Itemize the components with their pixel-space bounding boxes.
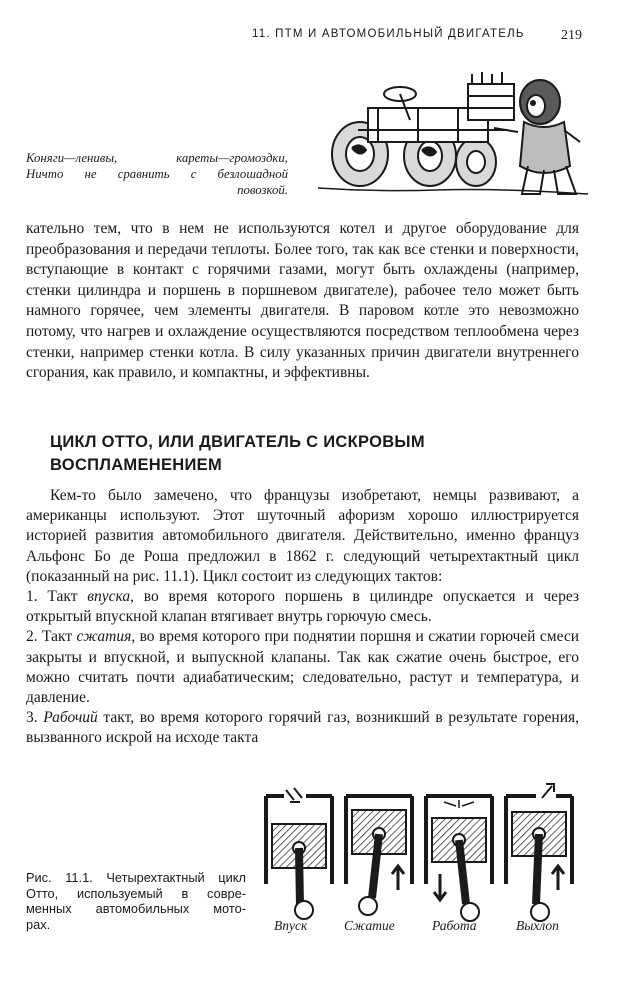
running-header [252, 28, 582, 44]
body-paragraph-continuation: кательно тем, что в нем не используются котел и другое оборудование для преобразования и передачи теплоты. Более того, так как все стенки и поверхности, вступающие в контакт с горячими газами, могут быть охлаждены (например, стенки цилиндра и поршень в поршневом двигателе), рабочее тело может быть намного горячее, чем элементы двигателя. В паровом котле это невозможно потому, что нагрев и охлаждение осуществляются посредством теплообмена через стенки, например стенки котла. В силу указанных причин двигатели внутреннего сгорания, как правило, и компактны, и эффективны. [26, 220, 579, 382]
epigraph-line: повозкой. [237, 183, 288, 197]
figure-caption-line: рах. [26, 916, 51, 932]
epigraph-line: Ничто не сравнить с безлошадной [26, 167, 288, 181]
stroke-labels [262, 918, 592, 938]
item-term: Рабочий [43, 709, 98, 727]
item-term: впуска [87, 588, 131, 606]
epigraph-line: Коняги—ленивы, кареты—громоздки, [26, 151, 288, 165]
stroke-label-compression: Сжатие [344, 918, 395, 933]
cylinder-intake [266, 788, 332, 919]
stroke-item-compression [26, 627, 579, 708]
car-cartoon-illustration [318, 70, 598, 202]
cylinder-power [426, 796, 492, 921]
stroke-item-power [26, 708, 579, 748]
section-heading-line: ЦИКЛ ОТТО, ИЛИ ДВИГАТЕЛЬ С ИСКРОВЫМ [50, 433, 425, 451]
item-text: такт, во время которого горячий газ, возникший в результате горения, вызванного искрой на исходе такта [26, 709, 579, 747]
item-text: , во время которого при поднятии поршня и сжатии горючей смеси закрыты и впускной, и выпускной клапаны. Так как сжатие очень быстрое, его можно считать почти адиабатическим; следовательно, растут и температура, и давление. [26, 628, 580, 707]
stroke-label-intake: Впуск [274, 918, 308, 933]
stroke-label-exhaust: Выхлоп [516, 918, 559, 933]
figure-caption [26, 870, 246, 932]
epigraph-caption [26, 150, 288, 198]
stroke-item-intake [26, 587, 579, 627]
section-heading [50, 431, 490, 477]
item-prefix: 1. Такт [26, 588, 88, 606]
figure-caption-line: менных автомобильных мото- [26, 901, 246, 916]
intro-paragraph: Кем-то было замечено, что французы изобретают, немцы развивают, а американцы используют. Этот шуточный афоризм хорошо иллюстрируется историей развития автомобильного двигателя. Действительно, именно француз Альфонс Бо де Роша предложил в 1862 г. следующий четырехтактный цикл (показанный на рис. 11.1). Цикл состоит из следующих тактов: [26, 487, 579, 585]
figure-caption-line: Отто, используемый в совре- [26, 885, 246, 901]
item-prefix: 2. Такт [26, 628, 77, 646]
figure-caption-line: Рис. 11.1. Четырехтактный цикл [26, 870, 246, 885]
item-term: сжатия [76, 628, 132, 646]
stroke-label-power: Работа [432, 918, 477, 933]
body-paragraph-otto [26, 486, 579, 749]
cylinder-exhaust [506, 784, 572, 921]
running-title: 11. ПТМ И АВТОМОБИЛЬНЫЙ ДВИГАТЕЛЬ [252, 28, 525, 40]
page-number: 219 [561, 28, 582, 43]
section-heading-line: ВОСПЛАМЕНЕНИЕМ [50, 456, 223, 474]
item-prefix: 3. [26, 709, 44, 727]
cylinder-compression [346, 796, 412, 915]
item-text: , во время которого поршень в цилиндре опускается и через открытый впускной клапан втягивает внутрь горючую смесь. [26, 588, 580, 626]
